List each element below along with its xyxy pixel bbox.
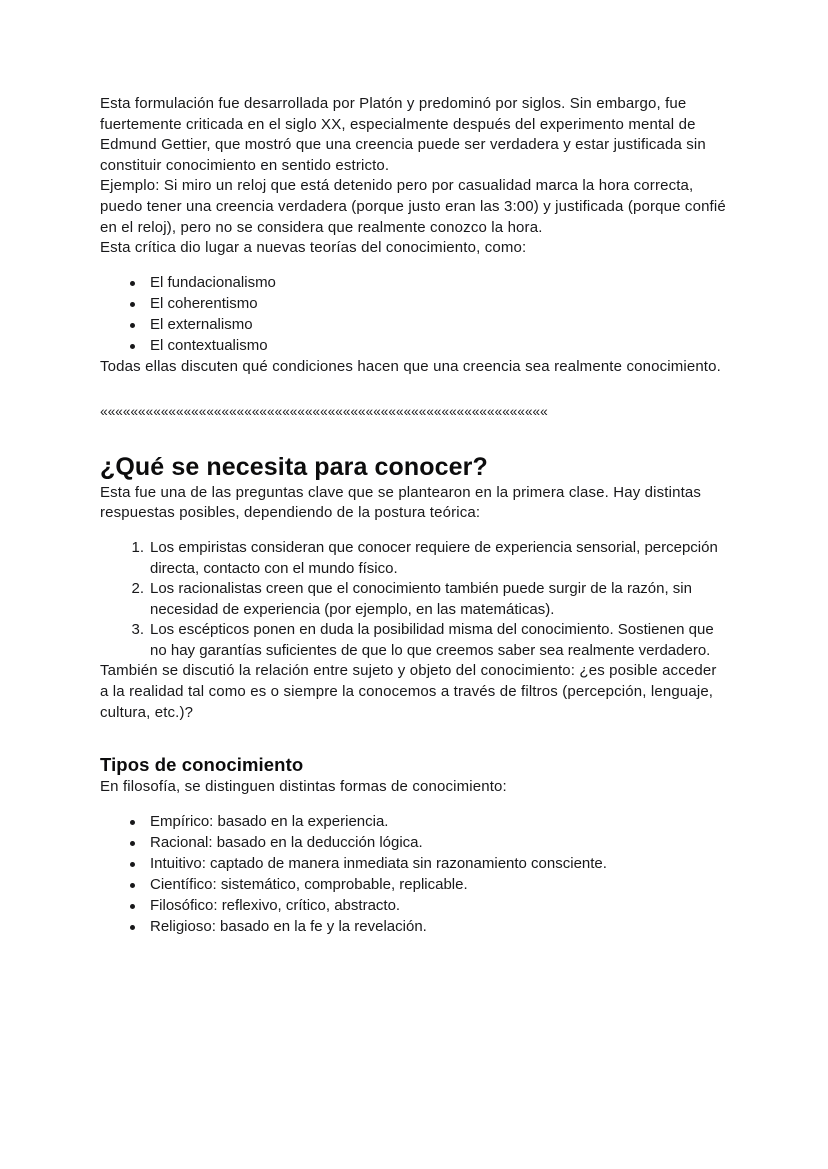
list-item-label: Los empiristas consideran que conocer requiere de experiencia sensorial, percepción directa, contacto con el mundo físico. [150, 538, 718, 577]
list-item [100, 854, 728, 875]
list-item [100, 579, 728, 620]
paragraph-key-questions: Esta fue una de las preguntas clave que se plantearon en la primera clase. Hay distintas respuestas posibles, dependiendo de la postura teórica: [100, 483, 702, 522]
list-item [100, 875, 728, 896]
list-item [100, 896, 728, 917]
list-item-label: Científico: sistemático, comprobable, replicable. [150, 876, 468, 894]
paragraph-clock-example: Ejemplo: Si miro un reloj que está detenido pero por casualidad marca la hora correcta, puedo tener una creencia verdadera (porque justo eran las 3:00) y justificada (porque confié en el reloj), pero no se considera que realmente conozco la hora. [100, 177, 726, 236]
list-item-label: Religioso: basado en la fe y la revelación. [150, 918, 427, 936]
knowledge-types-bullet-list [100, 812, 728, 938]
list-item-label: Racional: basado en la deducción lógica. [150, 833, 423, 851]
list-item-label: El externalismo [150, 315, 253, 333]
list-item [100, 833, 728, 854]
list-item [100, 917, 728, 938]
list-item-label: Filosófico: reflexivo, crítico, abstracto. [150, 897, 401, 915]
list-item-label: Los escépticos ponen en duda la posibilidad misma del conocimiento. Sostienen que no hay garantías suficientes de que lo que creemos saber sea realmente verdadero. [150, 621, 714, 659]
positions-numbered-list [100, 538, 728, 662]
paragraph-gettier-critique: Esta formulación fue desarrollada por Platón y predominó por siglos. Sin embargo, fue fuertemente criticada en el siglo XX, especialmente después del experimento mental de Edmund Gettier, que mostró que una creencia puede ser verdadera y estar justificada sin constituir conocimiento en sentido estricto. [100, 95, 706, 174]
list-item [100, 620, 728, 661]
list-item-label: El contextualismo [150, 337, 268, 355]
list-item-label: Empírico: basado en la experiencia. [150, 812, 389, 830]
paragraph-subject-object: También se discutió la relación entre sujeto y objeto del conocimiento: ¿es posible acceder a la realidad tal como es o siempre la conocemos a través de filtros (percepción, lenguaje, cultura, etc.)? [100, 662, 717, 721]
list-item-label: Los racionalistas creen que el conocimiento también puede surgir de la razón, sin necesidad de experiencia (por ejemplo, en las matemáticas). [150, 580, 692, 618]
list-item-label: Intuitivo: captado de manera inmediata sin razonamiento consciente. [150, 855, 607, 873]
list-item [100, 273, 728, 294]
paragraph-all-discuss: Todas ellas discuten qué condiciones hacen que una creencia sea realmente conocimiento. [100, 358, 721, 376]
list-item [100, 538, 728, 579]
section-heading-types-of-knowledge: Tipos de conocimiento [100, 754, 304, 776]
section-heading-what-is-needed-to-know: ¿Qué se necesita para conocer? [100, 452, 488, 481]
list-item-label: El fundacionalismo [150, 273, 276, 291]
list-item [100, 812, 728, 833]
list-item [100, 315, 728, 336]
paragraph-new-theories-intro: Esta crítica dio lugar a nuevas teorías del conocimiento, como: [100, 239, 527, 257]
list-item-label: El coherentismo [150, 294, 258, 312]
list-item [100, 336, 728, 357]
paragraph-philosophy-forms: En filosofía, se distinguen distintas formas de conocimiento: [100, 778, 507, 796]
list-item [100, 294, 728, 315]
guillemet-divider: ««««««««««««««««««««««««««««««««««««««««««««««««««««««««««« [100, 402, 548, 419]
theories-bullet-list [100, 273, 728, 357]
document-body [100, 94, 728, 938]
